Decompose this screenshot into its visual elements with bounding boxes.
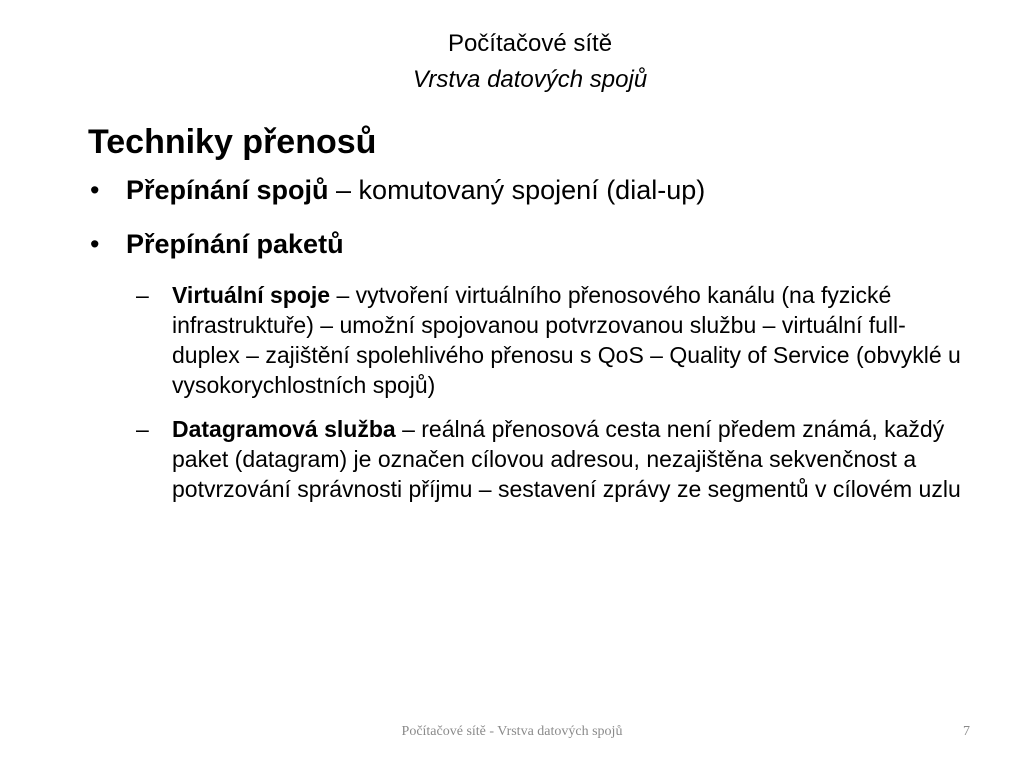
section-heading: Techniky přenosů [88, 123, 377, 161]
title-line-2: Vrstva datových spojů [412, 66, 648, 93]
bullet-term: Přepínání paketů [126, 229, 344, 259]
sub-bullet-item [88, 280, 968, 400]
bullet-term: Přepínání spojů [126, 175, 329, 205]
bullet-item [88, 226, 968, 262]
title-line-1: Počítačové sítě [447, 30, 613, 57]
slide-body [88, 118, 968, 518]
bullet-item [88, 172, 968, 208]
sub-bullet-text: – reálná přenosová cesta není předem známá, každý paket (datagram) je označen cílovou adresou, nezajištěna sekvenčnost a potvrzování správnosti příjmu – sestavení zprávy ze segmentů v cílovém uzlu [172, 416, 961, 502]
sub-bullet-term: Datagramová služba [172, 416, 396, 442]
bullet-dot-icon: • [90, 175, 100, 205]
sub-bullet-term: Virtuální spoje [172, 282, 331, 308]
bullet-text: – komutovaný spojení (dial-up) [328, 175, 706, 205]
slide-footer: Počítačové sítě - Vrstva datových spojů [401, 724, 623, 739]
slide-title [0, 26, 1024, 98]
page-number: 7 [963, 724, 970, 739]
sub-bullet-dash-icon: – [136, 416, 149, 442]
sub-bullet-text: – vytvoření virtuálního přenosového kanálu (na fyzické infrastruktuře) – umožní spojovanou potvrzovanou službu – virtuální full-duplex – zajištění spolehlivého přenosu s QoS – Quality of Service (obvyklé u vysokorychlostních spojů) [172, 282, 961, 398]
bullet-dot-icon: • [90, 229, 100, 259]
sub-bullet-item [88, 414, 968, 504]
sub-bullet-dash-icon: – [136, 282, 149, 308]
